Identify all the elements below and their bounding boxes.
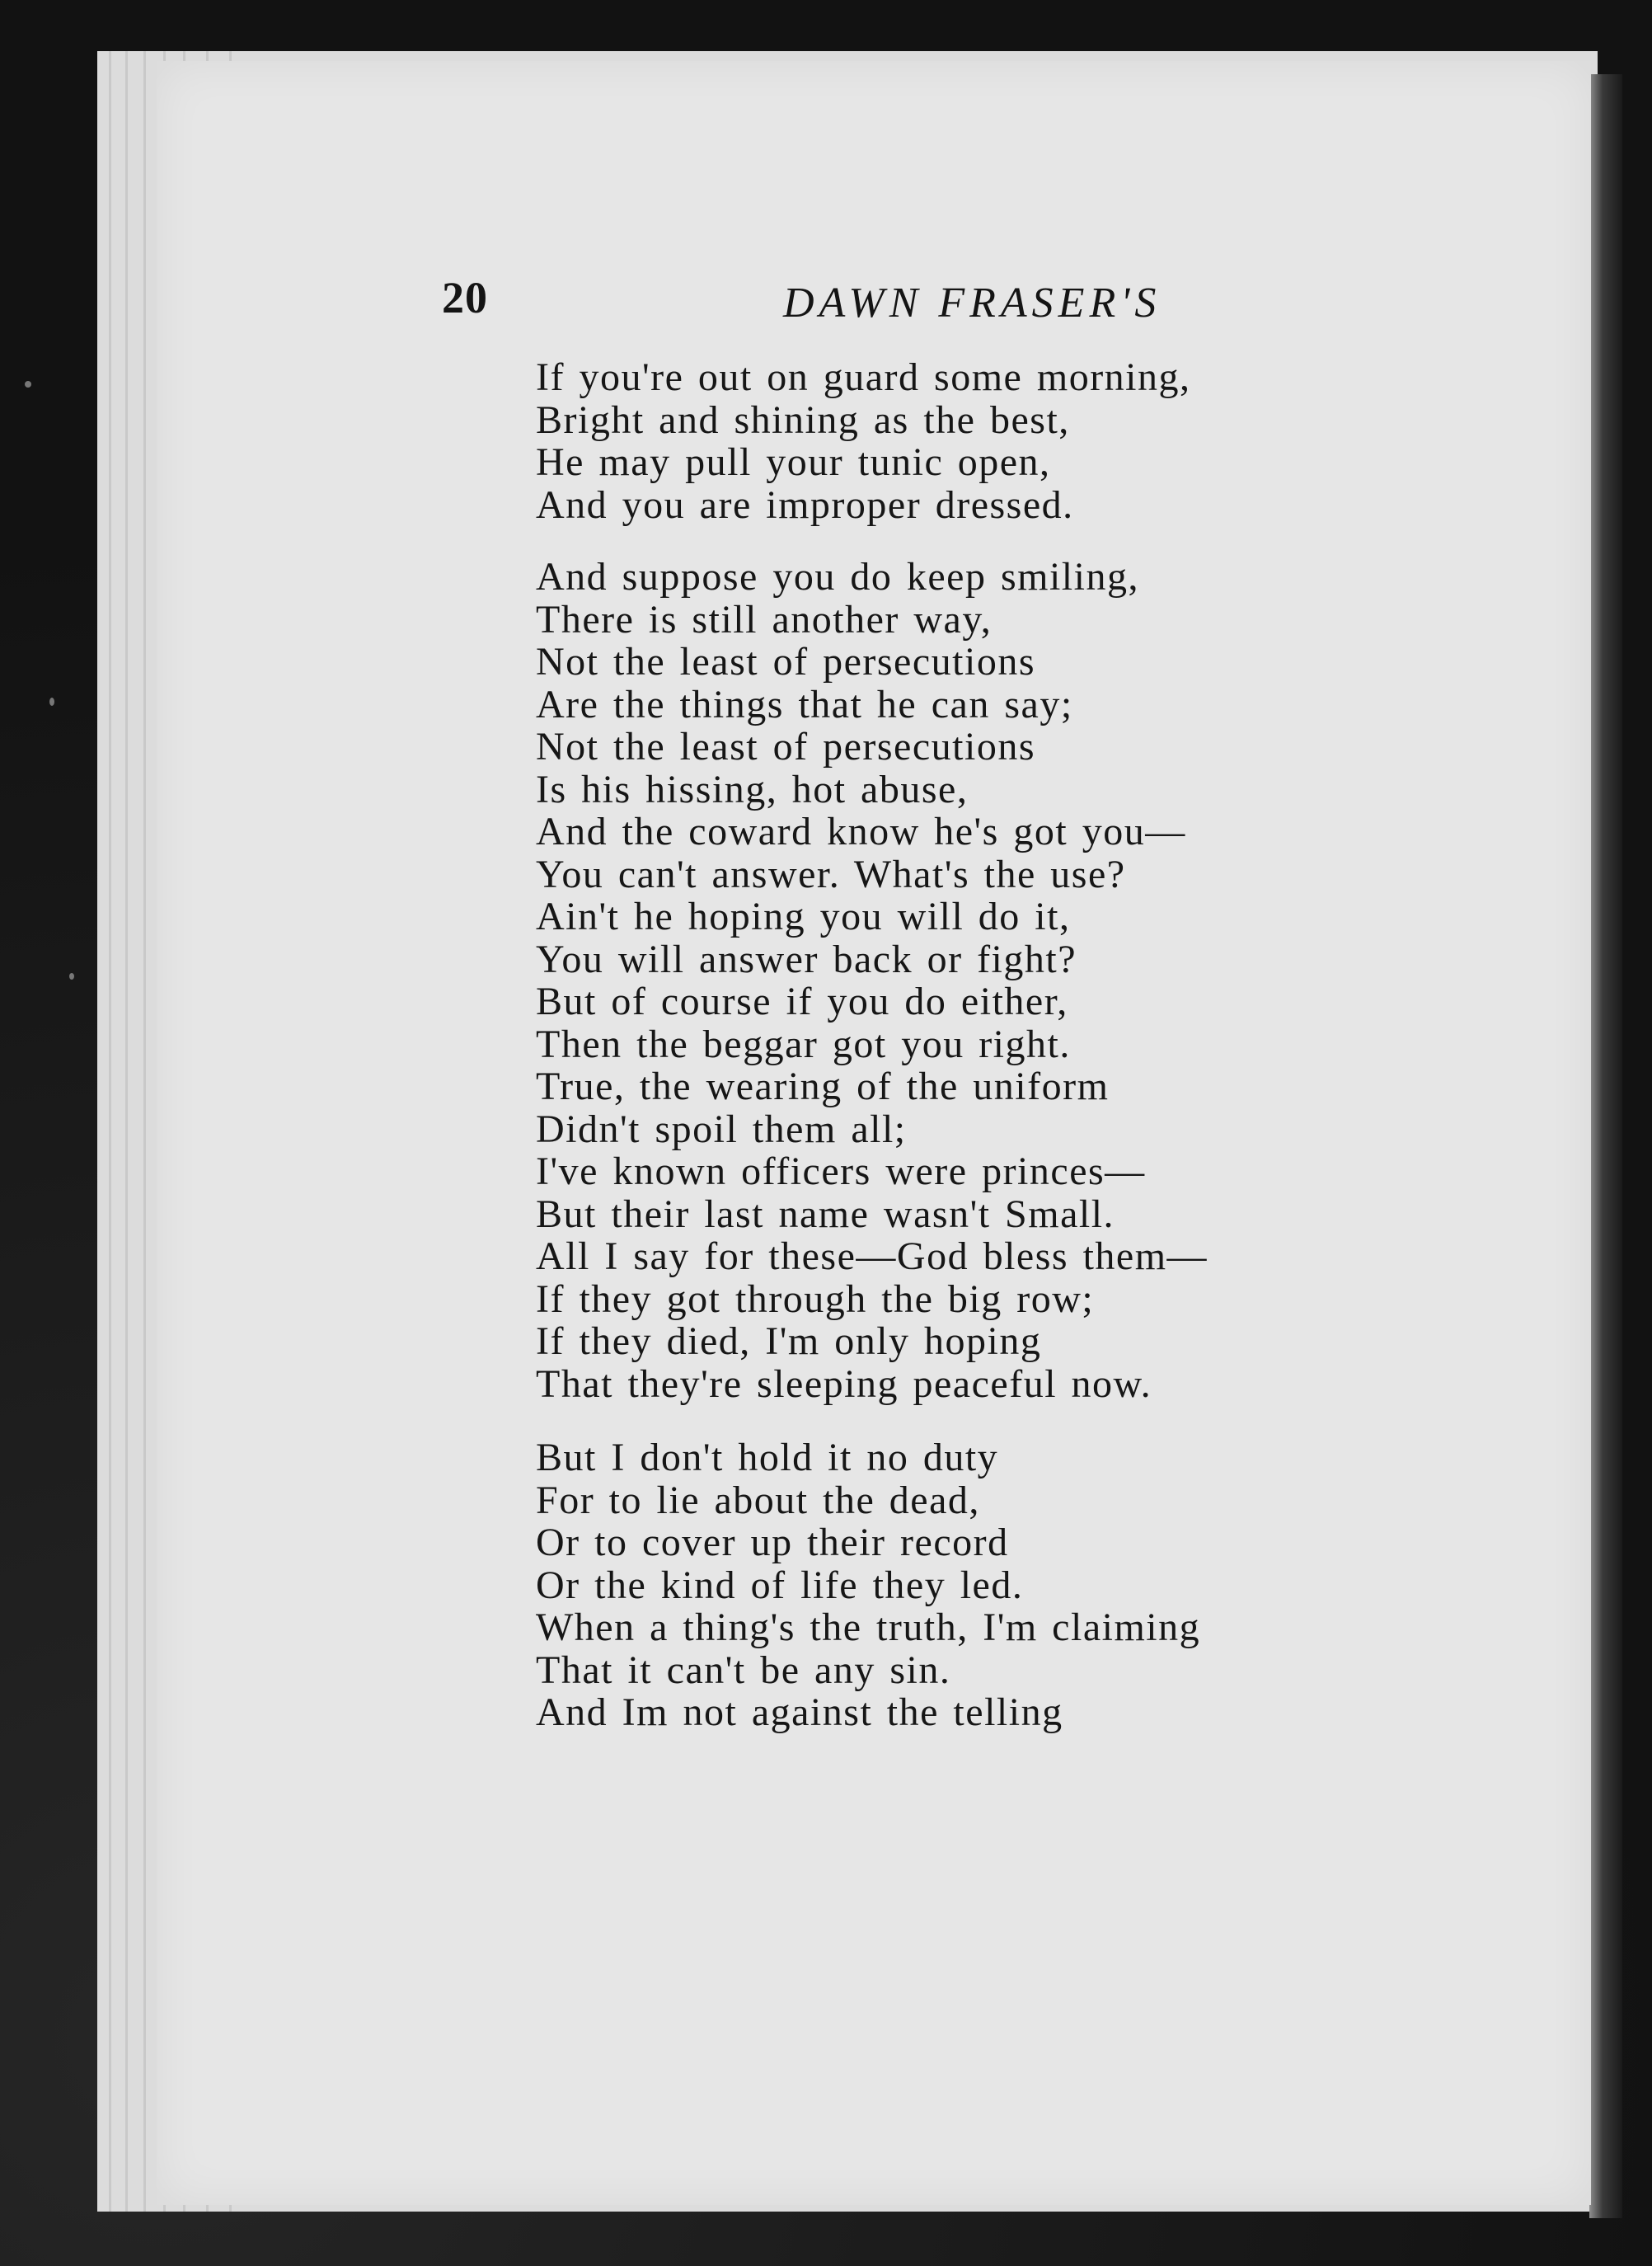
poem-line: And suppose you do keep smiling,	[536, 555, 1139, 599]
poem-line: Not the least of persecutions	[536, 640, 1036, 684]
poem-line: Or the kind of life they led.	[536, 1563, 1024, 1607]
dust-speck	[49, 698, 54, 706]
stanza	[536, 1436, 1459, 1734]
poem-line: That they're sleeping peaceful now.	[536, 1361, 1152, 1406]
poem-line: If they got through the big row;	[536, 1276, 1095, 1321]
poem-line: You will answer back or fight?	[536, 937, 1077, 981]
poem-line: And Im not against the telling	[536, 1690, 1063, 1734]
poem-line: Are the things that he can say;	[536, 682, 1073, 726]
poem-line: Not the least of persecutions	[536, 725, 1036, 769]
poem-line: Didn't spoil them all;	[536, 1107, 907, 1151]
poem-line: I've known officers were princes—	[536, 1149, 1146, 1193]
poem-line: Ain't he hoping you will do it,	[536, 895, 1071, 938]
poem-line: That it can't be any sin.	[536, 1648, 951, 1692]
poem-line: Then the beggar got you right.	[536, 1022, 1071, 1066]
poem-line: And you are improper dressed.	[536, 482, 1074, 527]
poem-line: All I say for these—God bless them—	[536, 1234, 1208, 1278]
stanza	[536, 356, 1459, 526]
poem-line: Bright and shining as the best,	[536, 397, 1070, 442]
poem-line: When a thing's the truth, I'm claiming	[536, 1605, 1201, 1649]
stanza	[536, 556, 1459, 1405]
poem-line: For to lie about the dead,	[536, 1478, 980, 1522]
page-edge	[143, 51, 146, 2212]
poem-line: True, the wearing of the uniform	[536, 1065, 1110, 1108]
book-spine-shadow	[1589, 74, 1622, 2218]
dust-speck	[69, 973, 74, 980]
poem-line: Is his hissing, hot abuse,	[536, 767, 969, 811]
dust-speck	[25, 381, 31, 388]
poem-line: Or to cover up their record	[536, 1521, 1009, 1564]
poem-line: You can't answer. What's the use?	[536, 852, 1126, 896]
poem-body	[536, 356, 1459, 1764]
page-header	[0, 272, 1652, 338]
poem-line: But their last name wasn't Small.	[536, 1192, 1115, 1236]
poem-line: If they died, I'm only hoping	[536, 1319, 1042, 1363]
page-edge	[109, 51, 111, 2212]
poem-line: But I don't hold it no duty	[536, 1436, 999, 1479]
poem-line: If you're out on guard some morning,	[536, 355, 1191, 399]
running-head: DAWN FRASER'S	[783, 280, 1162, 327]
poem-line: There is still another way,	[536, 597, 993, 642]
poem-line: But of course if you do either,	[536, 980, 1068, 1023]
poem-line: And the coward know he's got you—	[536, 810, 1186, 853]
page-edge	[125, 51, 128, 2212]
poem-line: He may pull your tunic open,	[536, 440, 1051, 484]
page-number: 20	[442, 273, 488, 322]
